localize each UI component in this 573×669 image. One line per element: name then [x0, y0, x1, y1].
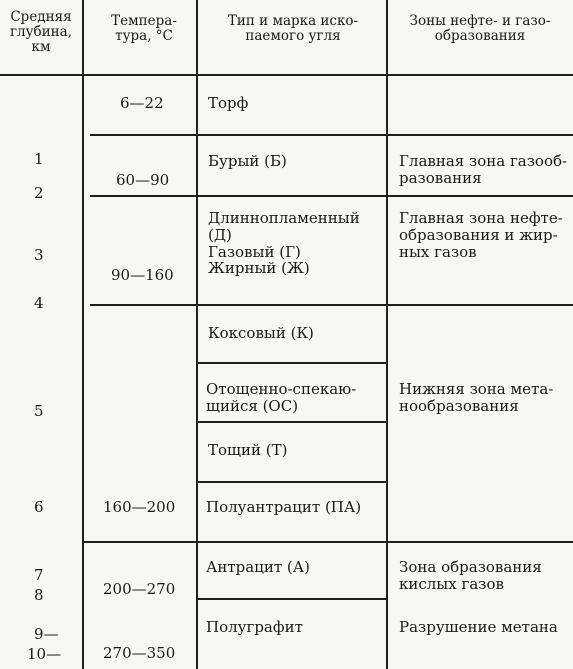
row-separator-1: [90, 134, 573, 136]
depth-2: 2: [34, 184, 44, 202]
zone-methane-destruction: Разрушение метана: [399, 618, 558, 636]
row-separator-coking: [196, 362, 386, 364]
zone-gas-main: Главная зона газооб- разования: [399, 152, 568, 187]
row-separator-lean: [196, 481, 386, 483]
coal-peat: Торф: [208, 94, 249, 112]
column-divider-3: [386, 0, 388, 669]
coal-semi-anthracite: Полуантрацит (ПА): [206, 498, 362, 516]
coal-lean: Тощий (Т): [208, 441, 288, 459]
depth-9: 9—: [34, 625, 59, 643]
header-temperature: Темпера- тура, °С: [111, 13, 177, 45]
temperature-polygraphite: 270—350: [103, 644, 176, 662]
column-divider-2: [196, 0, 198, 669]
depth-4: 4: [34, 294, 44, 312]
header-depth: Средняя глубина, км: [9, 9, 73, 56]
temperature-semi-anthracite: 160—200: [103, 498, 176, 516]
depth-8: 8: [34, 586, 44, 604]
coal-long-flame-gas-fat: Длиннопламенный (Д) Газовый (Г) Жирный (Ж): [208, 209, 360, 278]
row-separator-3: [90, 304, 573, 306]
header-coal-type: Тип и марка иско- паемого угля: [227, 13, 359, 45]
row-separator-4: [84, 541, 573, 543]
depth-1: 1: [34, 150, 44, 168]
zone-acid-gases: Зона образования кислых газов: [399, 558, 542, 593]
temperature-peat: 6—22: [120, 94, 164, 112]
column-divider-1: [82, 0, 84, 669]
header-bottom-rule: [0, 74, 573, 76]
coal-polygraphite: Полуграфит: [206, 618, 303, 636]
temperature-brown: 60—90: [116, 171, 170, 189]
temperature-anthracite: 200—270: [103, 580, 176, 598]
coal-lean-sintering: Отощенно-спекаю- щийся (ОС): [206, 380, 357, 415]
depth-3: 3: [34, 246, 44, 264]
row-separator-2: [90, 195, 573, 197]
depth-6: 6: [34, 498, 44, 516]
coal-anthracite: Антрацит (А): [206, 558, 310, 576]
row-separator-lean-sintering: [196, 421, 386, 423]
row-separator-anthracite: [196, 598, 386, 600]
temperature-long-flame: 90—160: [111, 266, 174, 284]
depth-7: 7: [34, 566, 44, 584]
header-zones: Зоны нефте- и газо- образования: [409, 13, 551, 45]
coal-brown: Бурый (Б): [208, 152, 287, 170]
depth-5: 5: [34, 402, 44, 420]
coal-coking: Коксовый (К): [208, 324, 314, 342]
zone-oil-main: Главная зона нефте- образования и жир- ных газов: [399, 209, 563, 261]
depth-10: 10—: [27, 645, 62, 663]
zone-methane-lower: Нижняя зона мета- нообразования: [399, 380, 554, 415]
